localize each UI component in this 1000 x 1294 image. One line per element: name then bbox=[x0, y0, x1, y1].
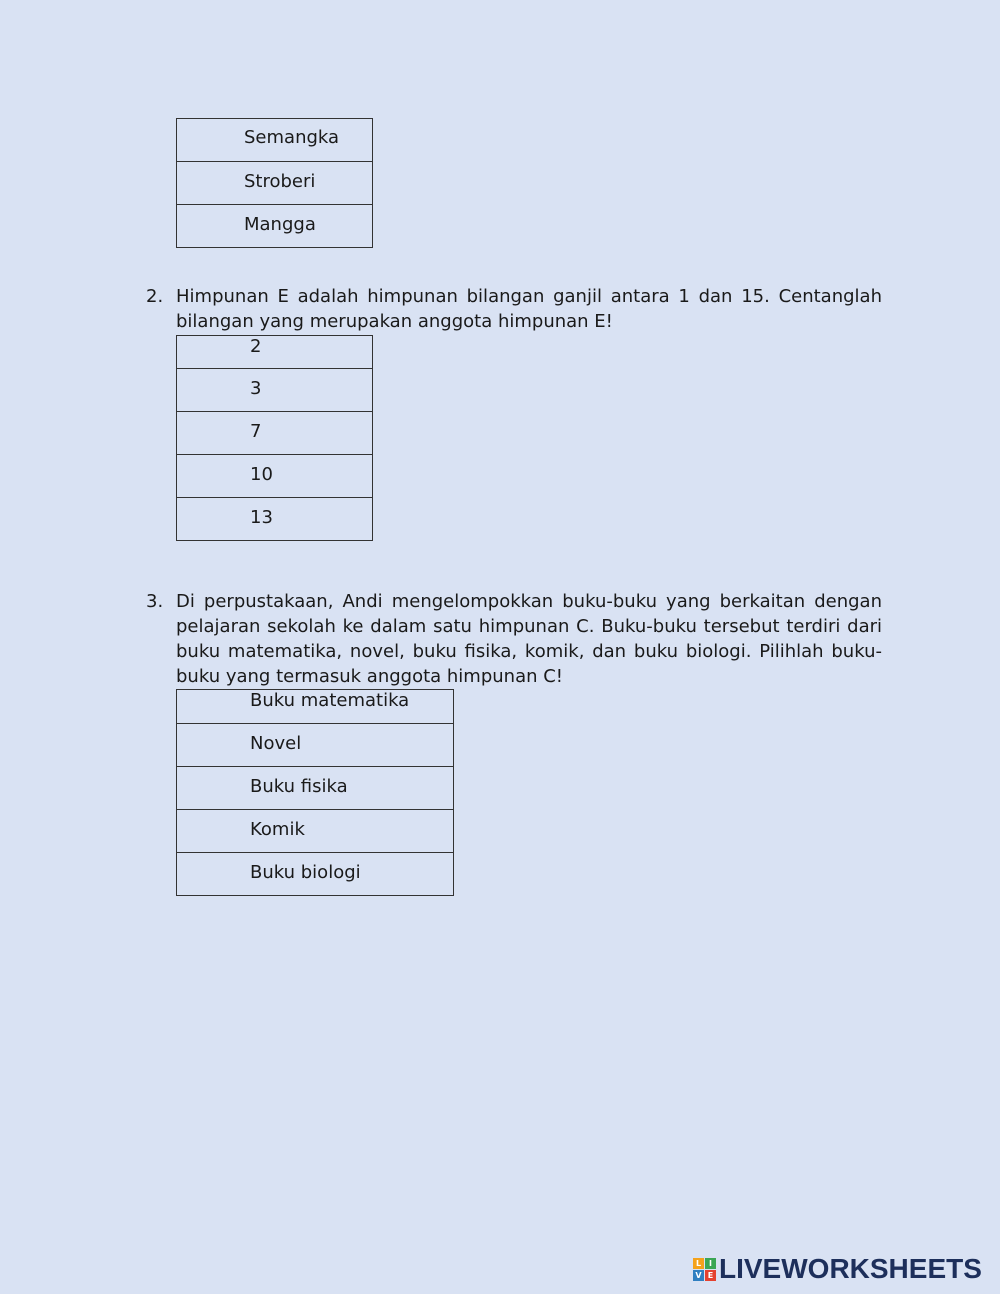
option-cell[interactable]: Buku fisika bbox=[250, 776, 348, 797]
question-number: 2. bbox=[146, 286, 164, 307]
table-row[interactable] bbox=[177, 205, 373, 248]
question-text: Di perpustakaan, Andi mengelompokkan buku-buku yang berkaitan dengan pelajaran sekolah ke dalam satu himpunan C. Buku-buku tersebut terdiri dari buku matematika, novel, buku fisika, komik, dan buku biologi. Pilihlah buku-buku yang termasuk anggota himpunan C! bbox=[176, 591, 882, 687]
option-cell[interactable]: 10 bbox=[250, 464, 273, 485]
odd-number-options-table bbox=[176, 335, 373, 541]
live-logo-icon bbox=[693, 1258, 716, 1281]
option-cell[interactable]: Buku biologi bbox=[250, 862, 361, 883]
option-cell[interactable]: 13 bbox=[250, 507, 273, 528]
table-row[interactable] bbox=[177, 119, 373, 162]
option-cell[interactable]: Semangka bbox=[244, 127, 340, 148]
question-2 bbox=[146, 284, 882, 334]
table-row[interactable] bbox=[177, 690, 454, 724]
question-3 bbox=[146, 589, 882, 689]
table-row[interactable] bbox=[177, 810, 454, 853]
table-row[interactable] bbox=[177, 336, 373, 369]
book-options-table bbox=[176, 689, 454, 896]
table-row[interactable] bbox=[177, 853, 454, 896]
option-cell[interactable]: 7 bbox=[250, 421, 262, 442]
option-cell[interactable]: 2 bbox=[250, 336, 262, 357]
table-row[interactable] bbox=[177, 724, 454, 767]
option-cell[interactable]: Komik bbox=[250, 819, 305, 840]
option-cell[interactable]: Stroberi bbox=[244, 171, 316, 192]
option-cell[interactable]: Novel bbox=[250, 733, 302, 754]
table-row[interactable] bbox=[177, 455, 373, 498]
logo-letter-v: V bbox=[693, 1270, 704, 1281]
fruit-options-table bbox=[176, 118, 373, 248]
table-row[interactable] bbox=[177, 162, 373, 205]
question-text: Himpunan E adalah himpunan bilangan ganjil antara 1 dan 15. Centanglah bilangan yang merupakan anggota himpunan E! bbox=[176, 286, 882, 332]
logo-letter-i: I bbox=[705, 1258, 716, 1269]
table-row[interactable] bbox=[177, 369, 373, 412]
question-number: 3. bbox=[146, 591, 164, 612]
table-row[interactable] bbox=[177, 412, 373, 455]
liveworksheets-logo[interactable] bbox=[693, 1254, 982, 1284]
table-row[interactable] bbox=[177, 498, 373, 541]
option-cell[interactable]: Mangga bbox=[244, 214, 316, 235]
logo-letter-l: L bbox=[693, 1258, 704, 1269]
logo-text: LIVEWORKSHEETS bbox=[719, 1253, 982, 1284]
option-cell[interactable]: 3 bbox=[250, 378, 262, 399]
table-row[interactable] bbox=[177, 767, 454, 810]
option-cell[interactable]: Buku matematika bbox=[250, 690, 410, 711]
logo-letter-e: E bbox=[705, 1270, 716, 1281]
